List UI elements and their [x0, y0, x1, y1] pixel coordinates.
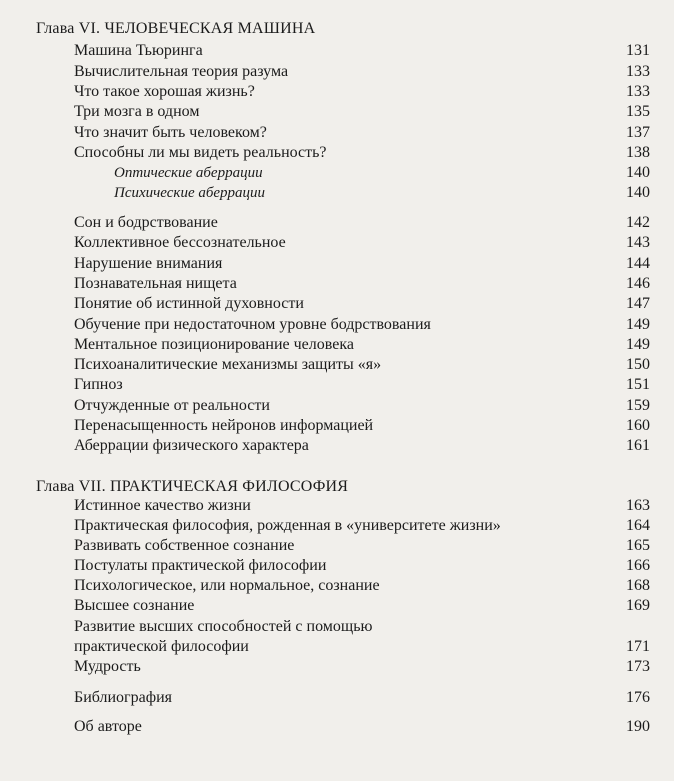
entry-page: 142 [626, 214, 650, 231]
entry-page: 164 [626, 517, 650, 534]
entry-title: Гипноз [74, 376, 123, 393]
entry-title: Что такое хорошая жизнь? [74, 83, 255, 100]
toc-entry [0, 82, 674, 102]
entry-title: Вычислительная теория разума [74, 63, 289, 80]
entry-title: Об авторе [74, 718, 142, 735]
toc-entry [0, 335, 674, 355]
toc-entry [0, 102, 674, 122]
toc-entry [0, 688, 674, 708]
toc-entry [0, 717, 674, 737]
toc-entry [0, 536, 674, 556]
toc-entry [0, 396, 674, 416]
entry-title: Познавательная нищета [74, 275, 237, 292]
entry-title: Сон и бодрствование [74, 214, 218, 231]
entry-page: 176 [626, 689, 650, 706]
toc-entry [0, 596, 674, 616]
entry-title: Психоаналитические механизмы защиты «я» [74, 356, 382, 373]
entry-title: Практическая философия, рожденная в «университете жизни» [74, 517, 501, 534]
entry-title: Психологическое, или нормальное, сознание [74, 577, 380, 594]
entry-title: Ментальное позиционирование человека [74, 336, 354, 353]
entry-title: Истинное качество жизни [74, 497, 251, 514]
entry-page: 150 [626, 356, 650, 373]
entry-title: Аберрации физического характера [74, 437, 309, 454]
entry-title: практической философии [74, 638, 249, 655]
entry-page: 173 [626, 658, 650, 675]
entry-title: Высшее сознание [74, 597, 195, 614]
entry-title: Что значит быть человеком? [74, 124, 267, 141]
entry-title: Три мозга в одном [74, 103, 200, 120]
entry-page: 138 [626, 144, 650, 161]
entry-page: 135 [626, 103, 650, 120]
entry-page: 137 [626, 124, 650, 141]
entry-page: 140 [626, 164, 650, 181]
toc-entry [0, 516, 674, 536]
toc-entry [0, 294, 674, 314]
entry-title: Отчужденные от реальности [74, 397, 270, 414]
toc-entry [0, 123, 674, 143]
toc-entry [0, 556, 674, 576]
entry-title: Нарушение внимания [74, 255, 223, 272]
toc-entry [0, 657, 674, 677]
entry-page: 131 [626, 42, 650, 59]
entry-title: Развивать собственное сознание [74, 537, 295, 554]
toc-entry [0, 416, 674, 436]
toc-entry [0, 254, 674, 274]
entry-page: 161 [626, 437, 650, 454]
entry-page: 144 [626, 255, 650, 272]
toc-subentry [0, 163, 674, 183]
toc-entry [0, 496, 674, 516]
entry-page: 190 [626, 718, 650, 735]
toc-entry [0, 576, 674, 596]
entry-title: Перенасыщенность нейронов информацией [74, 417, 374, 434]
entry-title: Машина Тьюринга [74, 42, 203, 59]
entry-page: 143 [626, 234, 650, 251]
toc-entry [0, 62, 674, 82]
entry-page: 166 [626, 557, 650, 574]
entry-page: 171 [626, 638, 650, 655]
entry-page: 168 [626, 577, 650, 594]
toc-entry [0, 213, 674, 233]
entry-title: Оптические аберрации [114, 165, 263, 181]
toc-entry [0, 233, 674, 253]
entry-title: Способны ли мы видеть реальность? [74, 144, 327, 161]
toc-entry [0, 41, 674, 61]
entry-title: Обучение при недостаточном уровне бодрствования [74, 316, 431, 333]
entry-title: Психические аберрации [114, 185, 266, 201]
toc-entry [0, 274, 674, 294]
entry-page: 160 [626, 417, 650, 434]
toc-entry [0, 375, 674, 395]
toc-entry [0, 637, 674, 657]
toc-entry [0, 436, 674, 456]
entry-page: 163 [626, 497, 650, 514]
toc-entry [0, 315, 674, 335]
chapter-heading: Глава VI. ЧЕЛОВЕЧЕСКАЯ МАШИНА [36, 20, 316, 37]
entry-title: Мудрость [74, 658, 141, 675]
toc-entry [0, 143, 674, 163]
entry-page: 133 [626, 63, 650, 80]
entry-page: 149 [626, 336, 650, 353]
entry-page: 146 [626, 275, 650, 292]
entry-title: Библиография [74, 689, 172, 706]
toc-subentry [0, 183, 674, 203]
entry-page: 151 [626, 376, 650, 393]
entry-page: 140 [626, 184, 650, 201]
entry-page: 149 [626, 316, 650, 333]
entry-title: Постулаты практической философии [74, 557, 327, 574]
entry-page: 147 [626, 295, 650, 312]
entry-page: 169 [626, 597, 650, 614]
entry-title: Развитие высших способностей с помощью [74, 618, 373, 635]
toc-entry [0, 355, 674, 375]
entry-title: Коллективное бессознательное [74, 234, 286, 251]
entry-title: Понятие об истинной духовности [74, 295, 304, 312]
entry-page: 133 [626, 83, 650, 100]
toc-entry [0, 617, 674, 637]
entry-page: 165 [626, 537, 650, 554]
entry-page: 159 [626, 397, 650, 414]
chapter-heading: Глава VII. ПРАКТИЧЕСКАЯ ФИЛОСОФИЯ [36, 478, 349, 495]
